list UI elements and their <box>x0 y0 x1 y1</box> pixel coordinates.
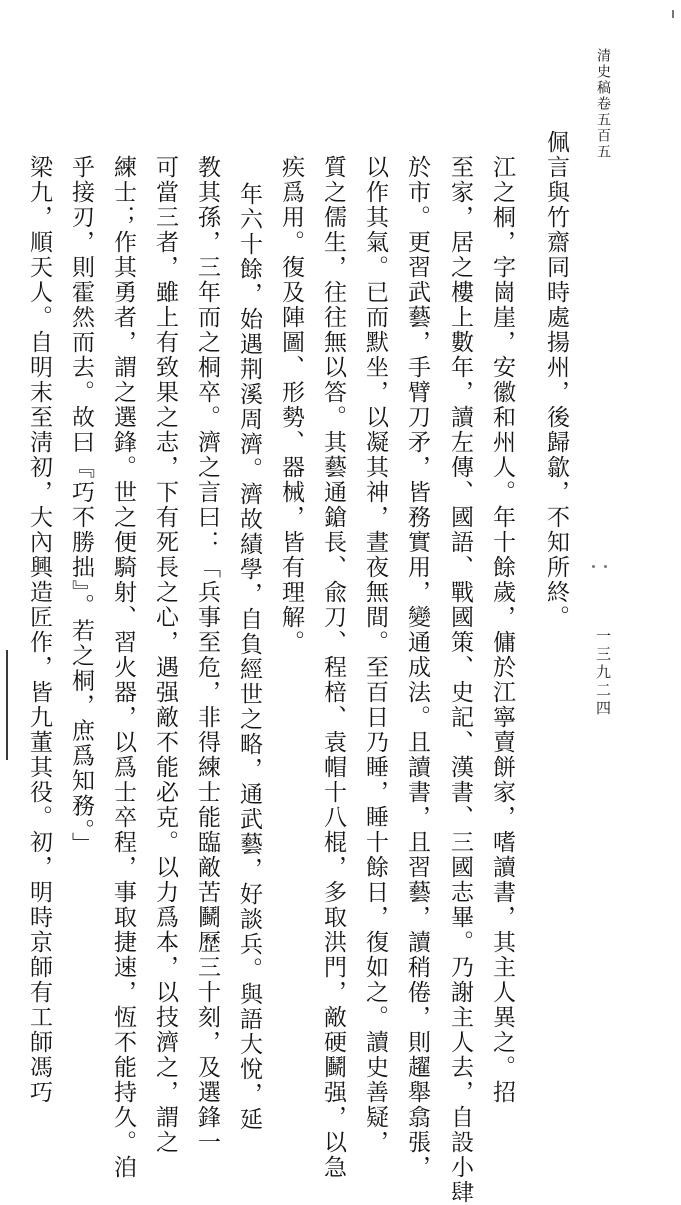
text-column-7: 疾爲用。復及陣圖、形勢、器械，皆有理解。 <box>278 155 304 655</box>
text-column-12: 乎接刃，則霍然而去。故曰『巧不勝拙』。若之桐，庶爲知務。」 <box>68 155 94 857</box>
text-column-13: 梁九，順天人。自明末至淸初，大內興造匠作，皆九董其役。初，明時京師有工師馮巧 <box>26 155 52 1105</box>
text-column-4: 於市。更習武藝，手臂刀矛，皆務實用，變通成法。且讀書，且習藝，讀稍倦，則趯舉翕張， <box>404 155 430 1180</box>
text-column-1: 佩言與竹齋同時處揚州，後歸歙，不知所終。 <box>543 130 569 630</box>
text-column-6: 質之儒生，往往無以答。其藝通鎗長、兪刀、程棓、袁帽十八棍，多取洪門，敵硬鬭强，以急 <box>320 155 346 1180</box>
page-number: 一三九二四 <box>594 628 612 718</box>
text-column-5: 以作其氣。已而默坐，以凝其神，晝夜無間。至百日乃睡，睡十餘日，復如之。讀史善疑， <box>362 155 388 1155</box>
text-column-10: 可當三者，雖上有致果之志，下有死長之心，遇强敵不能必克。以力爲本，以技濟之，謂之 <box>152 155 178 1155</box>
binding-edge-mark <box>6 650 8 760</box>
text-column-3: 至家，居之樓上數年，讀左傳、國語、戰國策、史記、漢書、三國志畢。乃謝主人去，自設小肆 <box>447 155 473 1205</box>
running-header: 清史稿卷五百五 <box>595 48 611 160</box>
text-column-8: 年六十餘，始遇荆溪周濟。濟故績學，自負經世之略，通武藝，好談兵。與語大悅，延 <box>236 182 262 1132</box>
scan-speck <box>604 565 607 568</box>
text-column-11: 練士；作其勇者，謂之選鋒。世之便騎射、習火器，以爲士卒程，事取捷速，恆不能持久。洎 <box>110 155 136 1180</box>
scan-corner-mark <box>664 10 674 18</box>
text-column-2: 江之桐，字崗崖，安徽和州人。年十餘歲，傭於江寧賣餅家，嗜讀書，其主人異之。招 <box>489 155 515 1105</box>
text-column-9: 教其孫，三年而之桐卒。濟之言曰：「兵事至危，非得練士能臨敵苦鬭歷三十刻，及選鋒一 <box>194 155 220 1155</box>
scan-speck <box>592 565 595 568</box>
